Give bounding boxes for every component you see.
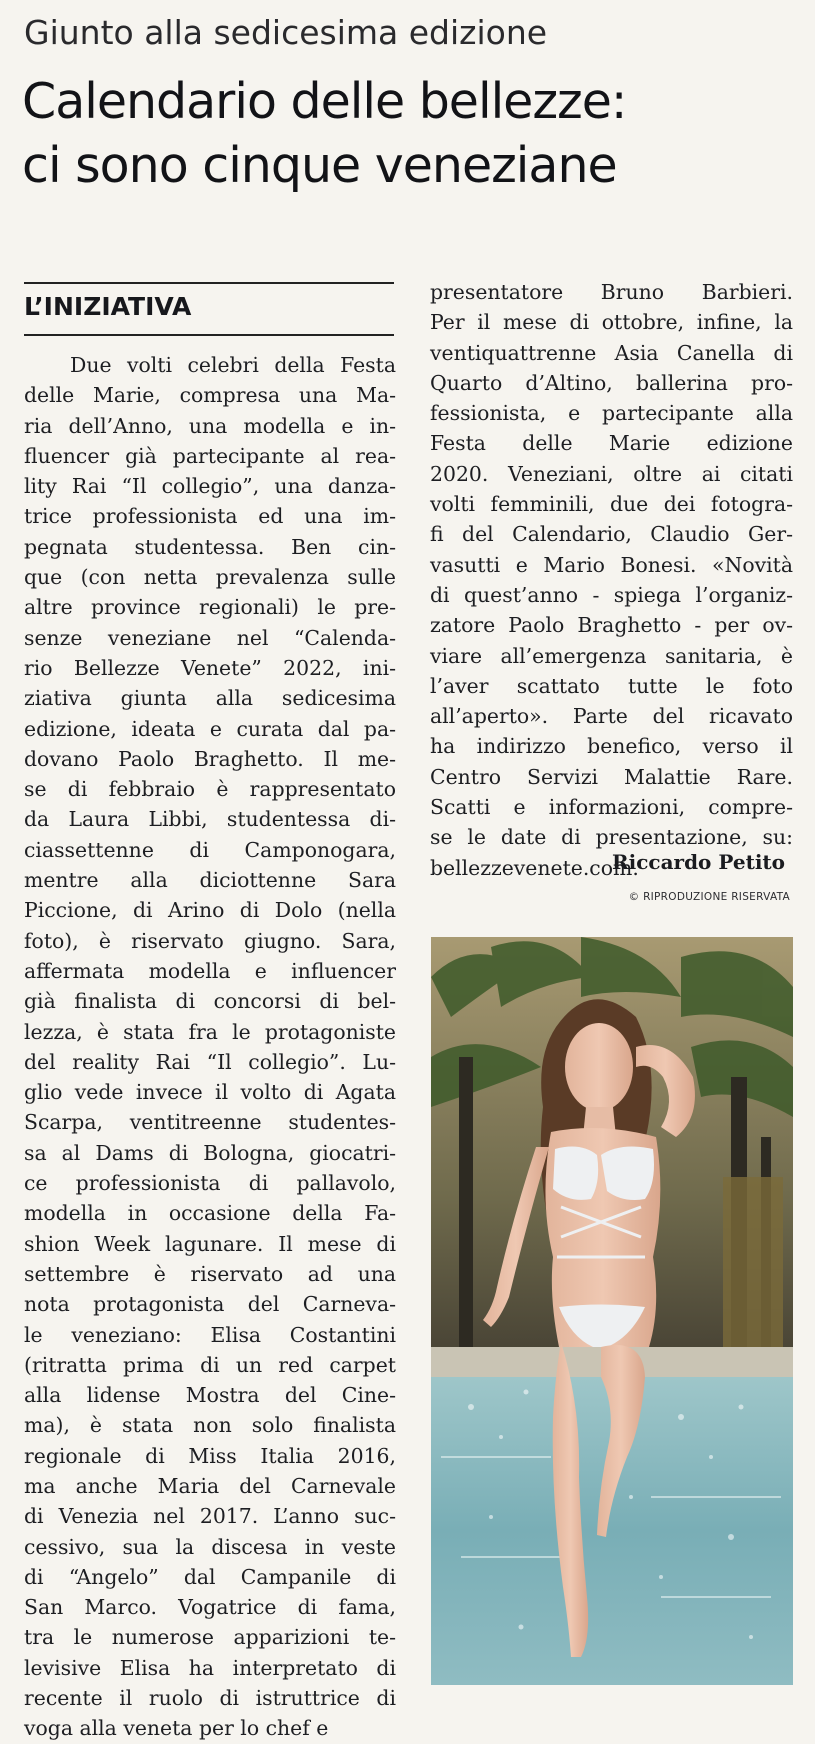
body-text-line: que (con netta prevalenza sulle: [24, 565, 396, 590]
body-text-line: tra le numerose apparizioni te-: [24, 1625, 396, 1650]
headline-line: ci sono cinque veneziane: [22, 137, 617, 194]
body-text-line: da Laura Libbi, studentessa di-: [24, 807, 396, 832]
body-text-line: Quarto d’Altino, ballerina pro-: [430, 370, 793, 395]
body-text-line: cessivo, sua la discesa in veste: [24, 1534, 396, 1559]
body-text-line: ma anche Maria del Carnevale: [24, 1473, 396, 1498]
body-text-line: (ritratta prima di un red carpet: [24, 1352, 396, 1377]
kicker: Giunto alla sedicesima edizione: [24, 13, 548, 52]
body-text-line: rio Bellezze Venete” 2022, ini-: [24, 655, 396, 680]
body-text-line: di quest’anno - spiega l’organiz-: [430, 582, 793, 607]
body-text-line: recente il ruolo di istruttrice di: [24, 1686, 396, 1711]
body-text-line: mentre alla diciottenne Sara: [24, 868, 396, 893]
headline-line: Calendario delle bellezze:: [22, 73, 627, 130]
body-text-line: fessionista, e partecipante alla: [430, 401, 793, 426]
body-text-line: dovano Paolo Braghetto. Il me-: [24, 746, 396, 771]
body-text-line: Scatti e informazioni, compre-: [430, 795, 793, 820]
copyright-notice: © RIPRODUZIONE RISERVATA: [628, 891, 790, 903]
body-text-line: shion Week lagunare. Il mese di: [24, 1231, 396, 1256]
body-text-line: regionale di Miss Italia 2016,: [24, 1443, 396, 1468]
section-label: L’INIZIATIVA: [24, 292, 192, 321]
article-photo: [431, 937, 793, 1685]
body-text-line: altre province regionali) le pre-: [24, 595, 396, 620]
body-text-line: di Venezia nel 2017. L’anno suc-: [24, 1504, 396, 1529]
body-text-line: settembre è riservato ad una: [24, 1261, 396, 1286]
body-text-line: voga alla veneta per lo chef e: [24, 1716, 329, 1741]
body-text-line: Piccione, di Arino di Dolo (nella: [24, 898, 396, 923]
section-rule-top: [24, 282, 394, 284]
body-text-line: fluencer già partecipante al rea-: [24, 443, 396, 468]
article-body-left-column: [24, 350, 396, 1744]
body-text-line: viare all’emergenza sanitaria, è: [430, 643, 793, 668]
body-text-line: ciassettenne di Camponogara,: [24, 837, 396, 862]
body-text-line: ma), è stata non solo finalista: [24, 1413, 396, 1438]
body-text-line: ventiquattrenne Asia Canella di: [430, 340, 793, 365]
body-text-line: Per il mese di ottobre, infine, la: [430, 310, 793, 335]
body-text-line: affermata modella e influencer: [24, 958, 396, 983]
body-text-line: lezza, è stata fra le protagoniste: [24, 1019, 396, 1044]
body-text-line: levisive Elisa ha interpretato di: [24, 1655, 396, 1680]
photo-illustration: [431, 937, 793, 1685]
body-text-line: Centro Servizi Malattie Rare.: [430, 764, 793, 789]
body-text-line: glio vede invece il volto di Agata: [24, 1080, 396, 1105]
body-text-line: ria dell’Anno, una modella e in-: [24, 413, 396, 438]
body-text-line: le veneziano: Elisa Costantini: [24, 1322, 396, 1347]
body-text-line: lity Rai “Il collegio”, una danza-: [24, 474, 396, 499]
body-text-line: Scarpa, ventitreenne studentes-: [24, 1110, 396, 1135]
body-text-line: Due volti celebri della Festa: [70, 353, 396, 377]
body-text-line: ha indirizzo benefico, verso il: [430, 734, 793, 759]
body-text-line: 2020. Veneziani, oltre ai citati: [430, 461, 793, 486]
body-text-line: ce professionista di pallavolo,: [24, 1171, 396, 1196]
body-text-line: di “Angelo” dal Campanile di: [24, 1564, 396, 1589]
body-text-line: senze veneziane nel “Calenda-: [24, 625, 396, 650]
body-text-line: se le date di presentazione, su:: [430, 825, 793, 850]
body-text-line: foto), è riservato giugno. Sara,: [24, 928, 396, 953]
body-text-line: ziativa giunta alla sedicesima: [24, 686, 396, 711]
body-text-line: già finalista di concorsi di bel-: [24, 989, 396, 1014]
body-text-line: alla lidense Mostra del Cine-: [24, 1383, 396, 1408]
body-text-line: trice professionista ed una im-: [24, 504, 396, 529]
body-text-line: volti femminili, due dei fotogra-: [430, 492, 793, 517]
body-text-line: all’aperto». Parte del ricavato: [430, 704, 793, 729]
body-text-line: edizione, ideata e curata dal pa-: [24, 716, 396, 741]
body-text-line: Festa delle Marie edizione: [430, 431, 793, 456]
article-body-right-column: [430, 277, 793, 883]
body-text-line: presentatore Bruno Barbieri.: [430, 280, 793, 304]
body-text-line: se di febbraio è rappresentato: [24, 777, 396, 802]
body-text-line: sa al Dams di Bologna, giocatri-: [24, 1140, 396, 1165]
body-text-line: l’aver scattato tutte le foto: [430, 673, 793, 698]
body-text-line: pegnata studentessa. Ben cin-: [24, 534, 396, 559]
body-text-line: bellezzevenete.com.: [430, 855, 639, 880]
body-text-line: vasutti e Mario Bonesi. «Novità: [430, 552, 793, 577]
author-byline: Riccardo Petito: [612, 850, 785, 874]
headline: [22, 70, 802, 198]
section-rule-bottom: [24, 334, 394, 336]
body-text-line: modella in occasione della Fa-: [24, 1201, 396, 1226]
body-text-line: San Marco. Vogatrice di fama,: [24, 1595, 396, 1620]
body-text-line: del reality Rai “Il collegio”. Lu-: [24, 1049, 396, 1074]
body-text-line: delle Marie, compresa una Ma-: [24, 383, 396, 408]
body-text-line: fi del Calendario, Claudio Ger-: [430, 522, 793, 547]
body-text-line: zatore Paolo Braghetto - per ov-: [430, 613, 793, 638]
body-text-line: nota protagonista del Carneva-: [24, 1292, 396, 1317]
